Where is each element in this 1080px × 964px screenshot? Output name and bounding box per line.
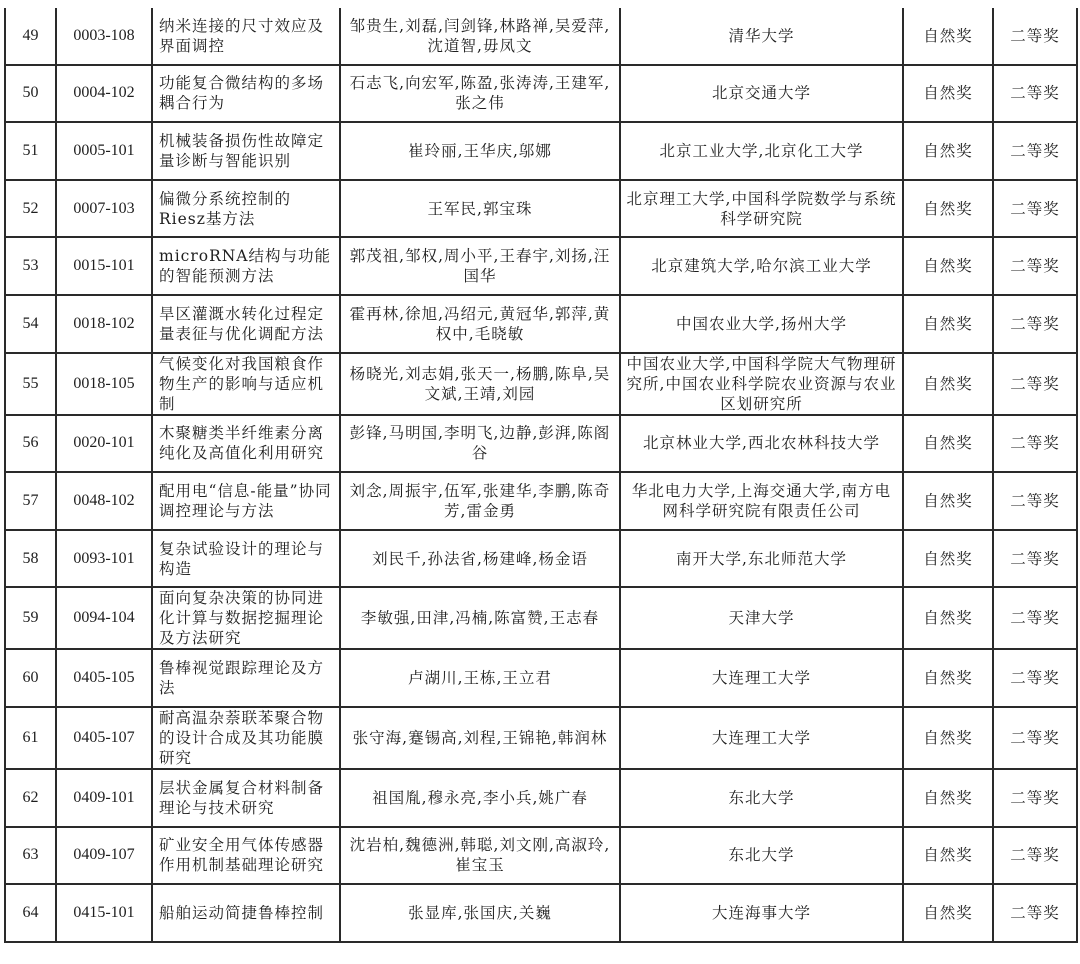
award-level-cell: 二等奖 — [993, 122, 1077, 180]
completers-cell: 祖国胤,穆永亮,李小兵,姚广春 — [340, 769, 620, 827]
award-type-cell: 自然奖 — [903, 295, 993, 353]
completers-cell: 张显库,张国庆,关巍 — [340, 884, 620, 942]
completers-cell: 刘念,周振宇,伍军,张建华,李鹏,陈奇芳,雷金勇 — [340, 472, 620, 530]
row-number-cell: 53 — [5, 237, 56, 295]
award-level-cell: 二等奖 — [993, 415, 1077, 473]
completers-cell: 沈岩柏,魏德洲,韩聪,刘文刚,高淑玲,崔宝玉 — [340, 827, 620, 885]
award-type-cell: 自然奖 — [903, 237, 993, 295]
project-code-cell: 0409-107 — [56, 827, 152, 885]
row-number-cell: 61 — [5, 707, 56, 769]
project-name-cell: 矿业安全用气体传感器作用机制基础理论研究 — [152, 827, 340, 885]
award-type-cell: 自然奖 — [903, 530, 993, 588]
project-name-cell: 耐高温杂萘联苯聚合物的设计合成及其功能膜研究 — [152, 707, 340, 769]
table-row — [5, 587, 1077, 649]
project-code-cell: 0093-101 — [56, 530, 152, 588]
row-number-cell: 64 — [5, 884, 56, 942]
completers-cell: 张守海,蹇锡高,刘程,王锦艳,韩润林 — [340, 707, 620, 769]
institutions-cell: 北京林业大学,西北农林科技大学 — [620, 415, 903, 473]
award-type-cell: 自然奖 — [903, 122, 993, 180]
project-name-cell: 偏微分系统控制的Riesz基方法 — [152, 180, 340, 238]
project-code-cell: 0018-105 — [56, 353, 152, 415]
table-row — [5, 122, 1077, 180]
award-type-cell: 自然奖 — [903, 587, 993, 649]
award-type-cell: 自然奖 — [903, 472, 993, 530]
row-number-cell: 63 — [5, 827, 56, 885]
completers-cell: 李敏强,田津,冯楠,陈富赞,王志春 — [340, 587, 620, 649]
institutions-cell: 北京建筑大学,哈尔滨工业大学 — [620, 237, 903, 295]
row-number-cell: 62 — [5, 769, 56, 827]
award-level-cell: 二等奖 — [993, 769, 1077, 827]
table-row — [5, 65, 1077, 123]
award-level-cell: 二等奖 — [993, 180, 1077, 238]
award-type-cell: 自然奖 — [903, 884, 993, 942]
table-row — [5, 415, 1077, 473]
award-level-cell: 二等奖 — [993, 237, 1077, 295]
project-name-cell: 层状金属复合材料制备理论与技术研究 — [152, 769, 340, 827]
award-level-cell: 二等奖 — [993, 65, 1077, 123]
project-code-cell: 0004-102 — [56, 65, 152, 123]
table-row — [5, 827, 1077, 885]
table-row — [5, 180, 1077, 238]
award-type-cell: 自然奖 — [903, 353, 993, 415]
row-number-cell: 52 — [5, 180, 56, 238]
award-type-cell: 自然奖 — [903, 180, 993, 238]
institutions-cell: 大连理工大学 — [620, 649, 903, 707]
institutions-cell: 北京工业大学,北京化工大学 — [620, 122, 903, 180]
row-number-cell: 55 — [5, 353, 56, 415]
completers-cell: 郭茂祖,邹权,周小平,王春宇,刘扬,汪国华 — [340, 237, 620, 295]
project-code-cell: 0015-101 — [56, 237, 152, 295]
project-name-cell: 复杂试验设计的理论与构造 — [152, 530, 340, 588]
institutions-cell: 天津大学 — [620, 587, 903, 649]
completers-cell: 杨晓光,刘志娟,张天一,杨鹏,陈阜,吴文斌,王靖,刘园 — [340, 353, 620, 415]
project-code-cell: 0409-101 — [56, 769, 152, 827]
award-type-cell: 自然奖 — [903, 827, 993, 885]
row-number-cell: 56 — [5, 415, 56, 473]
project-code-cell: 0048-102 — [56, 472, 152, 530]
institutions-cell: 北京交通大学 — [620, 65, 903, 123]
project-name-cell: 配用电“信息-能量”协同调控理论与方法 — [152, 472, 340, 530]
table-row — [5, 707, 1077, 769]
award-level-cell: 二等奖 — [993, 884, 1077, 942]
project-name-cell: 机械装备损伤性故障定量诊断与智能识别 — [152, 122, 340, 180]
award-level-cell: 二等奖 — [993, 8, 1077, 65]
award-level-cell: 二等奖 — [993, 353, 1077, 415]
institutions-cell: 大连海事大学 — [620, 884, 903, 942]
project-code-cell: 0405-107 — [56, 707, 152, 769]
project-code-cell: 0018-102 — [56, 295, 152, 353]
project-name-cell: 旱区灌溉水转化过程定量表征与优化调配方法 — [152, 295, 340, 353]
row-number-cell: 59 — [5, 587, 56, 649]
completers-cell: 卢湖川,王栋,王立君 — [340, 649, 620, 707]
award-type-cell: 自然奖 — [903, 415, 993, 473]
project-name-cell: 木聚糖类半纤维素分离纯化及高值化利用研究 — [152, 415, 340, 473]
award-type-cell: 自然奖 — [903, 769, 993, 827]
institutions-cell: 中国农业大学,中国科学院大气物理研究所,中国农业科学院农业资源与农业区划研究所 — [620, 353, 903, 415]
completers-cell: 刘民千,孙法省,杨建峰,杨金语 — [340, 530, 620, 588]
project-code-cell: 0415-101 — [56, 884, 152, 942]
project-code-cell: 0405-105 — [56, 649, 152, 707]
project-code-cell: 0094-104 — [56, 587, 152, 649]
row-number-cell: 49 — [5, 8, 56, 65]
award-type-cell: 自然奖 — [903, 65, 993, 123]
institutions-cell: 华北电力大学,上海交通大学,南方电网科学研究院有限责任公司 — [620, 472, 903, 530]
table-row — [5, 769, 1077, 827]
project-name-cell: microRNA结构与功能的智能预测方法 — [152, 237, 340, 295]
completers-cell: 崔玲丽,王华庆,邬娜 — [340, 122, 620, 180]
completers-cell: 石志飞,向宏军,陈盈,张涛涛,王建军,张之伟 — [340, 65, 620, 123]
project-name-cell: 船舶运动简捷鲁棒控制 — [152, 884, 340, 942]
table-row — [5, 295, 1077, 353]
table-row — [5, 8, 1077, 65]
project-name-cell: 气候变化对我国粮食作物生产的影响与适应机制 — [152, 353, 340, 415]
table-row — [5, 237, 1077, 295]
institutions-cell: 东北大学 — [620, 827, 903, 885]
award-type-cell: 自然奖 — [903, 8, 993, 65]
project-name-cell: 功能复合微结构的多场耦合行为 — [152, 65, 340, 123]
award-table-body — [5, 8, 1077, 942]
award-level-cell: 二等奖 — [993, 827, 1077, 885]
project-name-cell: 面向复杂决策的协同进化计算与数据挖掘理论及方法研究 — [152, 587, 340, 649]
row-number-cell: 60 — [5, 649, 56, 707]
award-level-cell: 二等奖 — [993, 295, 1077, 353]
project-code-cell: 0005-101 — [56, 122, 152, 180]
institutions-cell: 大连理工大学 — [620, 707, 903, 769]
project-code-cell: 0003-108 — [56, 8, 152, 65]
institutions-cell: 清华大学 — [620, 8, 903, 65]
completers-cell: 彭锋,马明国,李明飞,边静,彭湃,陈阁谷 — [340, 415, 620, 473]
completers-cell: 邹贵生,刘磊,闫剑锋,林路禅,吴爱萍,沈道智,毋凤文 — [340, 8, 620, 65]
award-level-cell: 二等奖 — [993, 707, 1077, 769]
award-table — [4, 8, 1078, 943]
award-type-cell: 自然奖 — [903, 707, 993, 769]
award-level-cell: 二等奖 — [993, 587, 1077, 649]
award-level-cell: 二等奖 — [993, 472, 1077, 530]
row-number-cell: 54 — [5, 295, 56, 353]
table-row — [5, 530, 1077, 588]
project-code-cell: 0020-101 — [56, 415, 152, 473]
table-row — [5, 884, 1077, 942]
institutions-cell: 中国农业大学,扬州大学 — [620, 295, 903, 353]
project-name-cell: 纳米连接的尺寸效应及界面调控 — [152, 8, 340, 65]
award-type-cell: 自然奖 — [903, 649, 993, 707]
table-row — [5, 472, 1077, 530]
row-number-cell: 50 — [5, 65, 56, 123]
row-number-cell: 57 — [5, 472, 56, 530]
row-number-cell: 51 — [5, 122, 56, 180]
table-row — [5, 649, 1077, 707]
award-level-cell: 二等奖 — [993, 649, 1077, 707]
completers-cell: 霍再林,徐旭,冯绍元,黄冠华,郭萍,黄权中,毛晓敏 — [340, 295, 620, 353]
award-level-cell: 二等奖 — [993, 530, 1077, 588]
row-number-cell: 58 — [5, 530, 56, 588]
completers-cell: 王军民,郭宝珠 — [340, 180, 620, 238]
institutions-cell: 北京理工大学,中国科学院数学与系统科学研究院 — [620, 180, 903, 238]
project-name-cell: 鲁棒视觉跟踪理论及方法 — [152, 649, 340, 707]
project-code-cell: 0007-103 — [56, 180, 152, 238]
institutions-cell: 东北大学 — [620, 769, 903, 827]
institutions-cell: 南开大学,东北师范大学 — [620, 530, 903, 588]
table-row — [5, 353, 1077, 415]
